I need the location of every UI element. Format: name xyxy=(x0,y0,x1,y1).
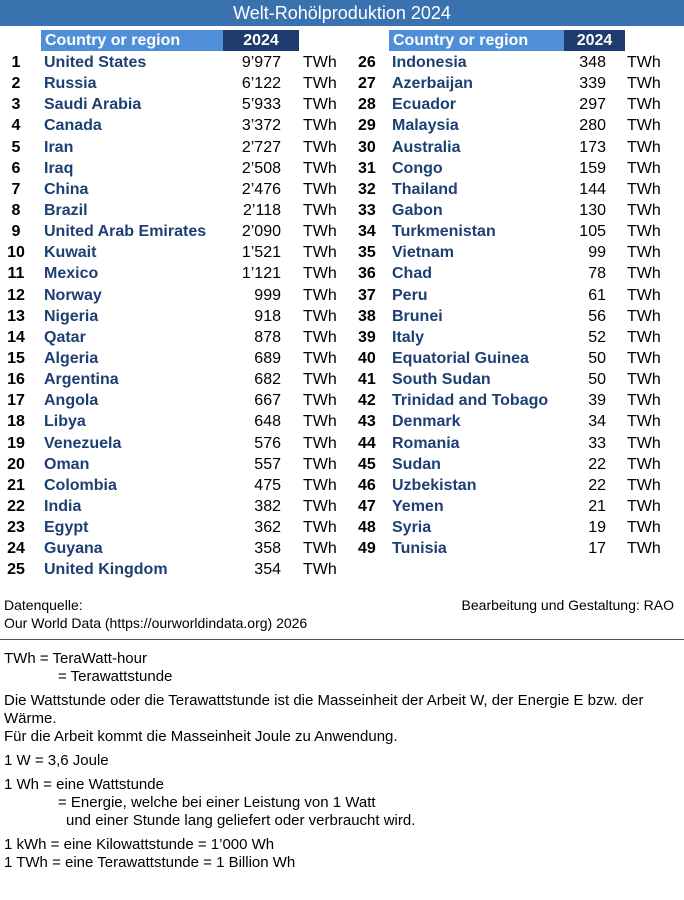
value-cell: 9’977 xyxy=(241,54,281,71)
note-twh-def-2: = Terawattstunde xyxy=(58,668,173,685)
value-cell: 144 xyxy=(579,180,606,198)
rank-cell: 29 xyxy=(358,117,376,135)
note-paragraph: Die Wattstunde oder die Terawattstunde ist die Masseinheit der Arbeit W, der Energie E bzw. der Wärme. xyxy=(4,692,644,727)
unit-cell: TWh xyxy=(303,96,337,114)
value-cell: 918 xyxy=(254,307,281,325)
country-cell: Indonesia xyxy=(392,54,467,71)
country-cell: South Sudan xyxy=(392,371,491,389)
value-cell: 2’508 xyxy=(241,159,281,177)
country-cell: Gabon xyxy=(392,201,443,219)
country-cell: Guyana xyxy=(44,540,103,558)
unit-cell: TWh xyxy=(303,201,337,219)
rank-cell: 25 xyxy=(7,561,25,579)
unit-cell: TWh xyxy=(303,455,337,473)
rank-cell: 3 xyxy=(11,96,21,114)
header-year: 2024 xyxy=(223,30,299,51)
country-cell: Azerbaijan xyxy=(392,75,473,93)
rank-cell: 46 xyxy=(358,476,376,494)
unit-cell: TWh xyxy=(627,497,661,515)
value-cell: 280 xyxy=(579,117,606,135)
value-cell: 999 xyxy=(254,286,281,304)
rank-cell: 37 xyxy=(358,286,376,304)
rank-cell: 4 xyxy=(11,117,21,135)
rank-cell: 1 xyxy=(11,54,21,71)
note-joule: 1 W = 3,6 Joule xyxy=(4,752,109,769)
rank-cell: 26 xyxy=(358,54,376,71)
rank-cell: 32 xyxy=(358,180,376,198)
country-cell: Turkmenistan xyxy=(392,223,496,241)
rank-cell: 28 xyxy=(358,96,376,114)
unit-cell: TWh xyxy=(303,180,337,198)
divider xyxy=(0,639,684,640)
country-cell: Saudi Arabia xyxy=(44,96,142,114)
rank-cell: 18 xyxy=(7,413,25,431)
unit-cell: TWh xyxy=(303,476,337,494)
unit-cell: TWh xyxy=(627,117,661,135)
value-cell: 78 xyxy=(588,265,606,283)
note-twh-def: TWh = TeraWatt-hour xyxy=(4,650,147,667)
value-cell: 159 xyxy=(579,159,606,177)
rank-cell: 6 xyxy=(11,159,21,177)
rank-cell: 40 xyxy=(358,349,376,367)
value-cell: 1’121 xyxy=(241,265,281,283)
rank-cell: 38 xyxy=(358,307,376,325)
country-cell: Iran xyxy=(44,138,74,156)
notes-section xyxy=(4,650,680,872)
rank-cell: 39 xyxy=(358,328,376,346)
value-cell: 682 xyxy=(254,371,281,389)
value-cell: 5’933 xyxy=(241,96,281,114)
country-cell: Peru xyxy=(392,286,428,304)
value-cell: 667 xyxy=(254,392,281,410)
country-cell: Qatar xyxy=(44,328,86,346)
rank-cell: 48 xyxy=(358,519,376,537)
rank-cell: 23 xyxy=(7,519,25,537)
country-cell: Congo xyxy=(392,159,443,177)
unit-cell: TWh xyxy=(627,201,661,219)
country-cell: Ecuador xyxy=(392,96,457,114)
value-cell: 99 xyxy=(588,244,606,262)
country-cell: United Arab Emirates xyxy=(44,223,207,241)
rank-cell: 11 xyxy=(7,265,25,283)
unit-cell: TWh xyxy=(627,392,661,410)
header-country: Country or region xyxy=(41,30,223,51)
country-cell: Tunisia xyxy=(392,540,447,558)
value-cell: 50 xyxy=(588,371,606,389)
value-cell: 6’122 xyxy=(241,75,281,93)
rank-cell: 36 xyxy=(358,265,376,283)
rank-cell: 43 xyxy=(358,413,376,431)
country-cell: United Kingdom xyxy=(44,561,168,579)
unit-cell: TWh xyxy=(627,476,661,494)
unit-cell: TWh xyxy=(303,244,337,262)
country-cell: Uzbekistan xyxy=(392,476,477,494)
country-cell: Nigeria xyxy=(44,307,99,325)
note-twh: 1 TWh = eine Terawattstunde = 1 Billion Wh xyxy=(4,854,296,871)
value-cell: 358 xyxy=(254,540,281,558)
unit-cell: TWh xyxy=(627,244,661,262)
country-cell: Brunei xyxy=(392,307,443,325)
rank-cell: 45 xyxy=(358,455,376,473)
rank-cell: 2 xyxy=(11,75,21,93)
value-cell: 22 xyxy=(588,455,606,473)
unit-cell: TWh xyxy=(303,392,337,410)
value-cell: 50 xyxy=(588,349,606,367)
country-cell: Sudan xyxy=(392,455,441,473)
value-cell: 61 xyxy=(588,286,606,304)
note-wh-3: und einer Stunde lang geliefert oder verbraucht wird. xyxy=(66,812,416,829)
data-source xyxy=(4,596,307,632)
country-cell: Syria xyxy=(392,519,432,537)
unit-cell: TWh xyxy=(627,265,661,283)
value-cell: 21 xyxy=(588,497,606,515)
country-cell: Mexico xyxy=(44,265,99,283)
unit-cell: TWh xyxy=(303,54,337,71)
value-cell: 3’372 xyxy=(241,117,281,135)
value-cell: 576 xyxy=(254,434,281,452)
value-cell: 22 xyxy=(588,476,606,494)
country-cell: Venezuela xyxy=(44,434,122,452)
value-cell: 173 xyxy=(579,138,606,156)
unit-cell: TWh xyxy=(627,96,661,114)
country-cell: Italy xyxy=(392,328,425,346)
value-cell: 130 xyxy=(579,201,606,219)
rank-cell: 8 xyxy=(11,201,21,219)
unit-cell: TWh xyxy=(303,371,337,389)
page-title: Welt-Rohölproduktion 2024 xyxy=(0,0,684,26)
value-cell: 2’727 xyxy=(241,138,281,156)
country-cell: Norway xyxy=(44,286,102,304)
country-cell: Chad xyxy=(392,265,432,283)
rank-cell: 24 xyxy=(7,540,25,558)
country-cell: Angola xyxy=(44,392,99,410)
note-paragraph: Für die Arbeit kommt die Masseinheit Joule zu Anwendung. xyxy=(4,728,398,745)
unit-cell: TWh xyxy=(303,519,337,537)
note-wh: 1 Wh = eine Wattstunde xyxy=(4,776,164,793)
country-cell: Algeria xyxy=(44,349,99,367)
country-cell: Vietnam xyxy=(392,244,454,262)
value-cell: 105 xyxy=(579,223,606,241)
value-cell: 17 xyxy=(588,540,606,558)
country-cell: United States xyxy=(44,54,147,71)
country-cell: Egypt xyxy=(44,519,89,537)
rank-cell: 22 xyxy=(7,497,25,515)
rank-cell: 12 xyxy=(7,286,25,304)
rank-cell: 14 xyxy=(7,328,25,346)
unit-cell: TWh xyxy=(627,286,661,304)
country-cell: Oman xyxy=(44,455,90,473)
unit-cell: TWh xyxy=(303,117,337,135)
value-cell: 19 xyxy=(588,519,606,537)
country-cell: China xyxy=(44,180,89,198)
value-cell: 362 xyxy=(254,519,281,537)
unit-cell: TWh xyxy=(303,159,337,177)
unit-cell: TWh xyxy=(303,307,337,325)
value-cell: 56 xyxy=(588,307,606,325)
country-cell: Argentina xyxy=(44,371,119,389)
unit-cell: TWh xyxy=(627,519,661,537)
rank-cell: 13 xyxy=(7,307,25,325)
unit-cell: TWh xyxy=(627,138,661,156)
value-cell: 648 xyxy=(254,413,281,431)
header-year: 2024 xyxy=(564,30,625,51)
value-cell: 348 xyxy=(579,54,606,71)
rank-cell: 7 xyxy=(11,180,21,198)
unit-cell: TWh xyxy=(627,349,661,367)
value-cell: 2’090 xyxy=(241,223,281,241)
rank-cell: 5 xyxy=(11,138,21,156)
unit-cell: TWh xyxy=(627,223,661,241)
unit-cell: TWh xyxy=(627,159,661,177)
rank-cell: 42 xyxy=(358,392,376,410)
note-kwh: 1 kWh = eine Kilowattstunde = 1’000 Wh xyxy=(4,836,275,853)
unit-cell: TWh xyxy=(627,455,661,473)
country-cell: Libya xyxy=(44,413,86,431)
value-cell: 878 xyxy=(254,328,281,346)
value-cell: 33 xyxy=(588,434,606,452)
value-cell: 339 xyxy=(579,75,606,93)
country-cell: Thailand xyxy=(392,180,458,198)
unit-cell: TWh xyxy=(303,265,337,283)
rank-cell: 21 xyxy=(7,476,25,494)
rank-cell: 17 xyxy=(7,392,25,410)
rank-cell: 47 xyxy=(358,497,376,515)
unit-cell: TWh xyxy=(627,434,661,452)
value-cell: 2’476 xyxy=(241,180,281,198)
rank-cell: 34 xyxy=(358,223,376,241)
country-cell: Kuwait xyxy=(44,244,97,262)
unit-cell: TWh xyxy=(627,413,661,431)
rank-cell: 49 xyxy=(358,540,376,558)
header-country: Country or region xyxy=(389,30,564,51)
rank-cell: 16 xyxy=(7,371,25,389)
rank-cell: 9 xyxy=(11,223,21,241)
unit-cell: TWh xyxy=(303,75,337,93)
country-cell: Equatorial Guinea xyxy=(392,349,529,367)
country-cell: Iraq xyxy=(44,159,74,177)
unit-cell: TWh xyxy=(627,371,661,389)
unit-cell: TWh xyxy=(627,180,661,198)
unit-cell: TWh xyxy=(303,434,337,452)
country-cell: Russia xyxy=(44,75,97,93)
rank-cell: 30 xyxy=(358,138,376,156)
unit-cell: TWh xyxy=(303,138,337,156)
unit-cell: TWh xyxy=(627,307,661,325)
note-wh-2: = Energie, welche bei einer Leistung von 1 Watt xyxy=(58,794,376,811)
rank-cell: 31 xyxy=(358,159,376,177)
source-label: Datenquelle: xyxy=(4,597,83,613)
value-cell: 382 xyxy=(254,497,281,515)
value-cell: 354 xyxy=(254,561,281,579)
unit-cell: TWh xyxy=(303,561,337,579)
unit-cell: TWh xyxy=(303,497,337,515)
value-cell: 52 xyxy=(588,328,606,346)
country-cell: Trinidad and Tobago xyxy=(392,392,549,410)
country-cell: Malaysia xyxy=(392,117,459,135)
value-cell: 39 xyxy=(588,392,606,410)
unit-cell: TWh xyxy=(303,413,337,431)
rank-cell: 19 xyxy=(7,434,25,452)
unit-cell: TWh xyxy=(627,54,661,71)
unit-cell: TWh xyxy=(303,349,337,367)
value-cell: 297 xyxy=(579,96,606,114)
rank-cell: 10 xyxy=(7,244,25,262)
unit-cell: TWh xyxy=(627,540,661,558)
unit-cell: TWh xyxy=(627,75,661,93)
rank-cell: 41 xyxy=(358,371,376,389)
unit-cell: TWh xyxy=(303,540,337,558)
country-cell: Yemen xyxy=(392,497,444,515)
country-cell: India xyxy=(44,497,82,515)
value-cell: 2’118 xyxy=(243,201,281,219)
country-cell: Brazil xyxy=(44,201,88,219)
rank-cell: 44 xyxy=(358,434,376,452)
country-cell: Colombia xyxy=(44,476,117,494)
value-cell: 557 xyxy=(254,455,281,473)
rank-cell: 15 xyxy=(7,349,25,367)
credit-line: Bearbeitung und Gestaltung: RAO xyxy=(461,597,674,613)
unit-cell: TWh xyxy=(303,328,337,346)
source-text: Our World Data (https://ourworldindata.org) 2026 xyxy=(4,615,308,631)
value-cell: 689 xyxy=(254,349,281,367)
rank-cell: 35 xyxy=(358,244,376,262)
rank-cell: 33 xyxy=(358,201,376,219)
unit-cell: TWh xyxy=(303,223,337,241)
country-cell: Denmark xyxy=(392,413,461,431)
unit-cell: TWh xyxy=(303,286,337,304)
rank-cell: 20 xyxy=(7,455,25,473)
country-cell: Romania xyxy=(392,434,460,452)
value-cell: 1’521 xyxy=(241,244,281,262)
value-cell: 475 xyxy=(254,476,281,494)
rank-cell: 27 xyxy=(358,75,376,93)
country-cell: Canada xyxy=(44,117,102,135)
country-cell: Australia xyxy=(392,138,461,156)
value-cell: 34 xyxy=(588,413,606,431)
unit-cell: TWh xyxy=(627,328,661,346)
